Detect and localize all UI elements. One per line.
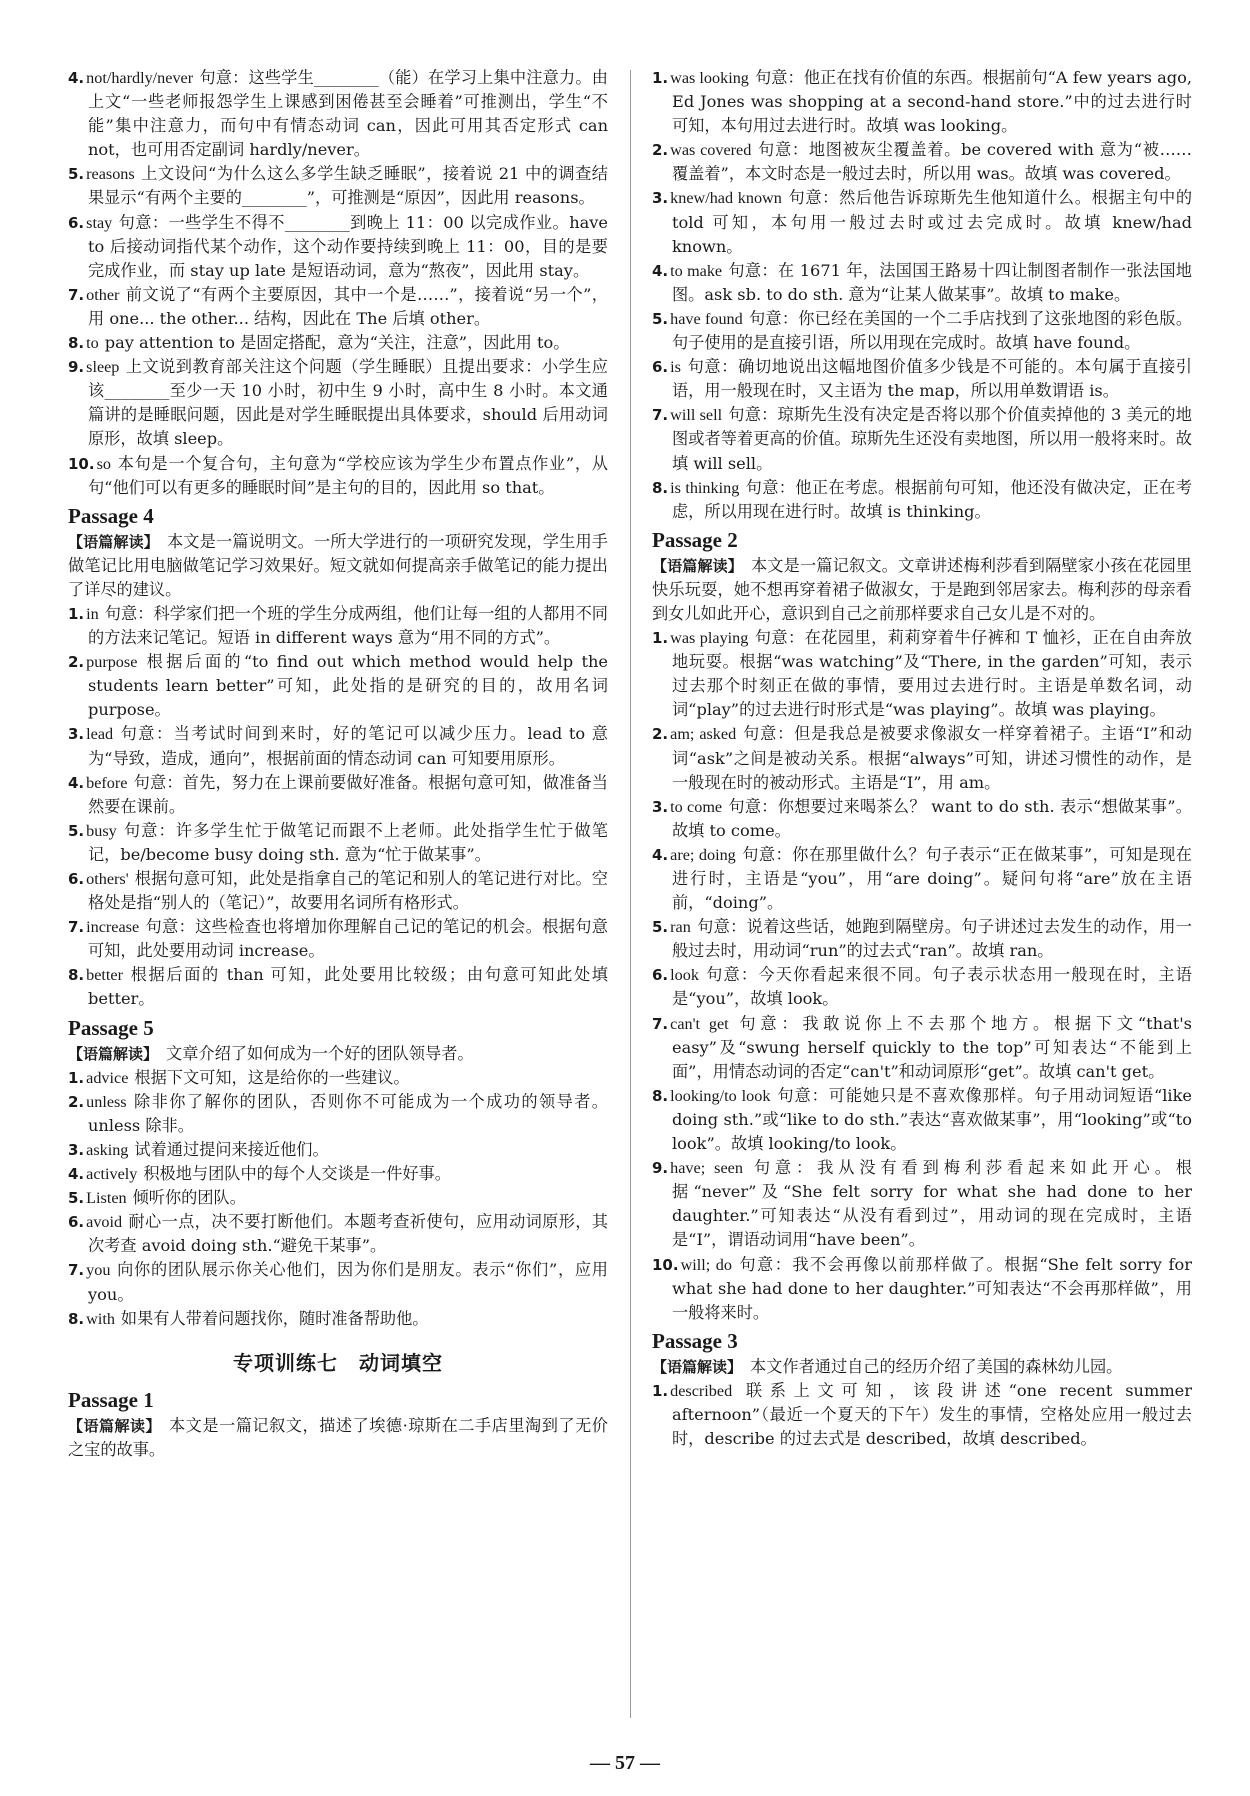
item-explanation: 句意：今天你看起来很不同。句子表示状态用一般现在时，主语是“you”，故填 look。 <box>672 965 1192 1009</box>
item-number: 4. <box>652 261 669 280</box>
item-answer: was covered <box>670 141 752 160</box>
answer-item <box>68 602 608 650</box>
item-number: 7. <box>68 918 85 937</box>
answer-item <box>68 819 608 867</box>
item-number: 5. <box>652 309 669 328</box>
answer-item <box>652 843 1192 915</box>
item-answer: was looking <box>670 69 749 87</box>
answer-item <box>68 771 608 819</box>
item-number: 3. <box>652 189 669 208</box>
item-number: 4. <box>68 69 85 87</box>
answer-item <box>652 963 1192 1011</box>
item-number: 8. <box>652 1086 669 1105</box>
answer-item <box>68 452 608 500</box>
item-number: 4. <box>68 1165 85 1184</box>
item-answer: will sell <box>670 406 723 425</box>
answer-item <box>68 66 608 162</box>
answer-item <box>68 331 608 355</box>
answer-item <box>68 283 608 331</box>
item-explanation: 试着通过提问来接近他们。 <box>134 1139 329 1159</box>
answer-item <box>652 307 1192 355</box>
item-number: 9. <box>652 1159 669 1178</box>
intro-tag: 【语篇解读】 <box>68 1044 159 1063</box>
item-answer: purpose <box>86 653 138 672</box>
item-number: 4. <box>68 773 85 792</box>
item-answer: sleep <box>86 358 120 377</box>
answer-item <box>652 259 1192 307</box>
passage-heading: Passage 1 <box>68 1387 154 1412</box>
item-answer: unless <box>86 1092 127 1111</box>
passage-heading: Passage 3 <box>652 1328 738 1353</box>
item-number: 10. <box>68 454 95 473</box>
answer-item <box>652 722 1192 794</box>
item-number: 1. <box>652 69 669 87</box>
item-answer: better <box>86 966 123 985</box>
answer-item <box>68 650 608 722</box>
item-number: 5. <box>68 165 85 184</box>
item-number: 1. <box>652 1381 669 1400</box>
answer-item <box>68 211 608 283</box>
answer-item <box>652 186 1192 258</box>
intro-text: 本文作者通过自己的经历介绍了美国的森林幼儿园。 <box>750 1356 1123 1376</box>
item-explanation: 句意：当考试时间到来时，好的笔记可以减少压力。lead to 意为“导致，造成，通向”，根据前面的情态动词 can 可知要用原形。 <box>88 724 608 768</box>
item-answer: reasons <box>86 165 135 184</box>
item-number: 5. <box>652 918 669 937</box>
item-answer: advice <box>86 1068 129 1087</box>
intro-text: 本文是一篇说明文。一所大学进行的一项研究发现，学生用手做笔记比用电脑做笔记学习效果好。短文就如何提高亲手做笔记的能力提出了详尽的建议。 <box>68 531 608 599</box>
item-explanation: 句意：说着这些话，她跑到隔壁房。句子讲述过去发生的动作，用一般过去时，用动词“run”的过去式“ran”。故填 ran。 <box>672 917 1192 961</box>
item-number: 4. <box>652 845 669 864</box>
answer-item <box>652 1084 1192 1156</box>
passage-heading: Passage 5 <box>68 1015 154 1040</box>
intro-text: 本文是一篇记叙文。文章讲述梅利莎看到隔壁家小孩在花园里快乐玩耍，她不想再穿着裙子做淑女，于是跑到邻居家去。梅利莎的母亲看到女儿如此开心，意识到自己之前那样要求自己女儿是不对的。 <box>652 555 1192 623</box>
answer-item <box>68 722 608 770</box>
item-explanation: 向你的团队展示你关心他们，因为你们是朋友。表示“你们”，应用 you。 <box>88 1260 608 1304</box>
item-answer: others' <box>86 870 129 888</box>
left-column <box>68 66 608 1462</box>
answer-item <box>68 1090 608 1138</box>
item-number: 10. <box>652 1255 679 1274</box>
item-answer: busy <box>86 821 117 840</box>
intro-tag: 【语篇解读】 <box>652 1357 743 1376</box>
item-number: 2. <box>652 725 669 744</box>
item-explanation: 积极地与团队中的每个人交谈是一件好事。 <box>143 1164 451 1184</box>
item-number: 8. <box>68 1309 85 1328</box>
item-explanation: 句意：科学家们把一个班的学生分成两组，他们让每一组的人都用不同的方法来记笔记。短语 in different ways 意为“用不同的方式”。 <box>88 603 608 648</box>
item-answer: so <box>96 454 111 473</box>
answer-item <box>68 915 608 963</box>
item-explanation: 句意：许多学生忙于做笔记而跟不上老师。此处指学生忙于做笔记，be/become busy doing sth. 意为“忙于做某事”。 <box>88 820 608 864</box>
item-answer: knew/had known <box>670 189 782 208</box>
item-explanation: 除非你了解你的团队，否则你不可能成为一个成功的领导者。unless 除非。 <box>88 1091 608 1135</box>
answer-item <box>652 355 1192 403</box>
item-answer: before <box>86 773 128 792</box>
item-number: 6. <box>68 870 85 888</box>
item-explanation: 句意：我不会再像以前那样做了。根据“She felt sorry for what she had done to her daughter.”可知表达“不会再那样做”，用一般将来时。 <box>672 1254 1192 1322</box>
item-answer: stay <box>86 213 113 232</box>
answer-item <box>68 1258 608 1306</box>
answer-item <box>652 1012 1192 1084</box>
item-number: 7. <box>652 1014 669 1033</box>
passage-intro <box>68 1042 608 1066</box>
passage-heading: Passage 4 <box>68 503 154 528</box>
item-number: 8. <box>652 478 669 497</box>
item-explanation: 句意：你已经在美国的一个二手店找到了这张地图的彩色版。句子使用的是直接引语，所以用现在完成时。故填 have found。 <box>672 308 1193 353</box>
answer-item <box>68 162 608 210</box>
item-explanation: 句意：我从没有看到梅利莎看起来如此开心。根据“never”及“She felt sorry for what she had done to her daughter.”可知表达“从没有看到过”，用动词的现在完成时，主语是“I”，谓语动词用“have been”。 <box>672 1158 1192 1250</box>
item-number: 1. <box>68 604 85 623</box>
item-explanation: 句意：在 1671 年，法国国王路易十四让制图者制作一张法国地图。ask sb. to do sth. 意为“让某人做某事”。故填 to make。 <box>672 260 1192 304</box>
item-answer: Listen <box>86 1189 127 1208</box>
item-answer: are; doing <box>670 845 736 864</box>
item-explanation: 根据下文可知，这是给你的一些建议。 <box>134 1067 410 1087</box>
item-explanation: 倾听你的团队。 <box>132 1188 246 1208</box>
intro-text: 文章介绍了如何成为一个好的团队领导者。 <box>166 1043 474 1063</box>
item-number: 2. <box>68 1092 85 1111</box>
answer-item <box>68 867 608 915</box>
item-answer: avoid <box>86 1213 123 1232</box>
item-answer: is <box>670 358 681 377</box>
passage-heading: Passage 2 <box>652 527 738 552</box>
intro-text: 本文是一篇记叙文，描述了埃德·琼斯在二手店里淘到了无价之宝的故事。 <box>68 1415 608 1459</box>
answer-item <box>68 355 608 451</box>
section-title: 专项训练七 动词填空 <box>233 1350 443 1375</box>
answer-item <box>68 963 608 1011</box>
item-explanation: 句意：可能她只是不喜欢像那样。句子用动词短语“like doing sth.”或“like to do sth.”表达“喜欢做某事”，用“looking”或“to look”。故填 looking/to look。 <box>672 1085 1192 1154</box>
item-answer: have found <box>670 309 743 328</box>
item-number: 8. <box>68 966 85 985</box>
item-answer: will; do <box>680 1255 732 1274</box>
item-answer: lead <box>86 725 114 744</box>
item-explanation: 前文说了“有两个主要原因，其中一个是……”，接着说“另一个”，用 one... the other... 结构，因此在 The 后填 other。 <box>88 284 608 328</box>
item-explanation: 上文设问“为什么这么多学生缺乏睡眠”，接着说 21 中的调查结果显示“有两个主要的________”，可推测是“原因”，因此用 reasons。 <box>88 164 608 208</box>
item-answer: you <box>86 1261 111 1280</box>
answer-item <box>652 403 1192 475</box>
item-explanation: 句意：然后他告诉琼斯先生他知道什么。根据主句中的 told 可知，本句用一般过去时或过去完成时。故填 knew/had known。 <box>672 188 1193 256</box>
item-explanation: 句意：他正在考虑。根据前句可知，他还没有做决定，正在考虑，所以用现在进行时。故填 is thinking。 <box>672 477 1193 521</box>
page-number: — 57 — <box>590 1752 660 1774</box>
item-answer: have; seen <box>670 1159 743 1178</box>
answer-item <box>68 1066 608 1090</box>
item-explanation: 句意：你在那里做什么？句子表示“正在做某事”，可知是现在进行时，主语是“you”，用“are doing”。疑问句将“are”放在主语前，“doing”。 <box>672 844 1192 913</box>
item-explanation: 句意：这些学生________（能）在学习上集中注意力。由上文“一些老师报怨学生上课感到困倦甚至会睡着”可推测出，学生“不能”集中注意力，而句中有情态动词 can，因此可用其否定形式 can not，也可用否定副词 hardly/never。 <box>88 68 608 160</box>
answer-item <box>652 626 1192 722</box>
answer-item <box>652 138 1192 186</box>
passage-intro <box>652 554 1192 626</box>
item-answer: increase <box>86 918 140 937</box>
item-number: 1. <box>68 1068 85 1087</box>
answer-item <box>68 1210 608 1258</box>
item-number: 3. <box>68 1140 85 1159</box>
passage-intro <box>68 1414 608 1462</box>
answer-item <box>68 1138 608 1162</box>
item-answer: to come <box>670 797 723 816</box>
item-number: 3. <box>68 725 85 744</box>
item-explanation: 句意：但是我总是被要求像淑女一样穿着裙子。主语“I”和动词“ask”之间是被动关系。根据“always”可知，讲述习惯性的动作，是一般现在时的被动形式。主语是“I”，用 am。 <box>672 724 1192 792</box>
item-answer: to make <box>670 261 723 280</box>
item-explanation: 句意：一些学生不得不________到晚上 11：00 以完成作业。have to 后接动词指代某个动作，这个动作要持续到晚上 11：00，目的是要完成作业，而 stay up late 是短语动词，意为“熬夜”，因此用 stay。 <box>88 212 608 280</box>
answer-item <box>652 66 1192 138</box>
intro-tag: 【语篇解读】 <box>652 556 743 575</box>
item-number: 7. <box>68 285 85 304</box>
item-number: 5. <box>68 821 85 840</box>
item-answer: with <box>86 1309 115 1328</box>
item-explanation: 句意：琼斯先生没有决定是否将以那个价值卖掉他的 3 美元的地图或者等着更高的价值。琼斯先生还没有卖地图，所以用一般将来时。故填 will sell。 <box>672 405 1192 473</box>
item-number: 7. <box>68 1261 85 1280</box>
item-answer: is thinking <box>670 478 740 497</box>
item-answer: to <box>86 334 99 353</box>
item-explanation: 句意：你想要过来喝茶么？ want to do sth. 表示“想做某事”。故填 to come。 <box>672 796 1192 840</box>
item-explanation: 本句是一个复合句，主句意为“学校应该为学生少布置点作业”，从句“他们可以有更多的睡眠时间”是主句的目的，因此用 so that。 <box>88 453 608 497</box>
item-answer: ran <box>670 918 691 937</box>
item-explanation: 句意：首先，努力在上课前要做好准备。根据句意可知，做准备当然要在课前。 <box>88 772 608 816</box>
item-number: 6. <box>652 358 669 377</box>
answer-item <box>652 1253 1192 1325</box>
intro-tag: 【语篇解读】 <box>68 532 159 551</box>
answer-item <box>68 1186 608 1210</box>
item-answer: looking/to look <box>670 1086 771 1105</box>
item-explanation: 上文说到教育部关注这个问题（学生睡眠）且提出要求：小学生应该________至少一天 10 小时，初中生 9 小时，高中生 8 小时。本文通篇讲的是睡眠问题，因此是对学生睡眠提出具体要求，should 后用动词原形，故填 sleep。 <box>88 357 608 449</box>
item-answer: in <box>86 604 99 623</box>
item-number: 6. <box>652 966 669 985</box>
item-explanation: 句意：确切地说出这幅地图价值多少钱是不可能的。本句属于直接引语，用一般现在时，又主语为 the map，所以用单数谓语 is。 <box>672 357 1192 401</box>
item-answer: am; asked <box>670 725 737 744</box>
answer-item <box>68 1162 608 1186</box>
item-number: 6. <box>68 213 85 232</box>
item-number: 1. <box>652 629 669 648</box>
item-answer: not/hardly/never <box>86 69 194 87</box>
item-answer: described <box>670 1381 733 1400</box>
item-number: 5. <box>68 1189 85 1208</box>
item-explanation: pay attention to 是固定搭配，意为“关注，注意”，因此用 to。 <box>104 333 570 353</box>
item-answer: look <box>670 966 699 985</box>
answer-item <box>652 795 1192 843</box>
answer-item <box>652 1379 1192 1451</box>
answer-item <box>68 1307 608 1331</box>
item-number: 9. <box>68 358 85 377</box>
item-answer: can't get <box>670 1014 729 1033</box>
right-column <box>652 66 1192 1451</box>
item-explanation: 根据后面的“to find out which method would help the students learn better”可知，此处指的是研究的目的，故用名词 purpose。 <box>88 652 608 720</box>
item-answer: asking <box>86 1140 129 1159</box>
item-number: 2. <box>68 653 85 672</box>
item-answer: other <box>86 285 120 304</box>
item-answer: was playing <box>670 629 749 648</box>
answer-item <box>652 476 1192 524</box>
item-explanation: 句意：我敢说你上不去那个地方。根据下文“that's easy”及“swung herself quickly to the top”可知表达“不能到上面”，用情态动词的否定“can't”和动词原形“get”。故填 can't get。 <box>672 1013 1192 1081</box>
item-number: 3. <box>652 797 669 816</box>
item-number: 2. <box>652 141 669 160</box>
item-answer: actively <box>86 1165 138 1184</box>
item-explanation: 联系上文可知，该段讲述“one recent summer afternoon”（最近一个夏天的下午）发生的事情，空格处应用一般过去时，describe 的过去式是 described，故填 described。 <box>672 1380 1192 1449</box>
answer-item <box>652 1156 1192 1252</box>
item-explanation: 句意：地图被灰尘覆盖着。be covered with 意为“被……覆盖着”，本文时态是一般过去时，所以用 was。故填 was covered。 <box>672 140 1192 184</box>
answer-item <box>652 915 1192 963</box>
item-number: 7. <box>652 406 669 425</box>
intro-tag: 【语篇解读】 <box>68 1416 161 1435</box>
item-explanation: 句意：在花园里，莉莉穿着牛仔裤和 T 恤衫，正在自由奔放地玩耍。根据“was watching”及“There, in the garden”可知，表示过去那个时刻正在做的事情，要用过去进行时。主语是单数名词，动词“play”的过去进行时形式是“was playing”。故填 was playing。 <box>672 628 1192 720</box>
item-explanation: 耐心一点，决不要打断他们。本题考查祈使句，应用动词原形，其次考查 avoid doing sth.“避免干某事”。 <box>88 1212 608 1256</box>
item-explanation: 如果有人带着问题找你，随时准备帮助他。 <box>120 1308 429 1328</box>
passage-intro <box>68 530 608 602</box>
item-number: 8. <box>68 334 85 353</box>
item-explanation: 句意：这些检查也将增加你理解自己记的笔记的机会。根据句意可知，此处要用动词 increase。 <box>88 917 608 961</box>
item-explanation: 根据后面的 than 可知，此处要用比较级；由句意可知此处填 better。 <box>88 965 608 1009</box>
passage-intro <box>652 1355 1192 1379</box>
column-divider <box>630 70 631 1718</box>
item-explanation: 句意：他正在找有价值的东西。根据前句“A few years ago, Ed Jones was shopping at a second-hand store.”中的过去进行时可知，本句用过去进行时。故填 was looking。 <box>672 68 1193 136</box>
item-number: 6. <box>68 1213 85 1232</box>
item-explanation: 根据句意可知，此处是指拿自己的笔记和别人的笔记进行对比。空格处是指“别人的（笔记）”，故要用名词所有格形式。 <box>88 869 608 913</box>
